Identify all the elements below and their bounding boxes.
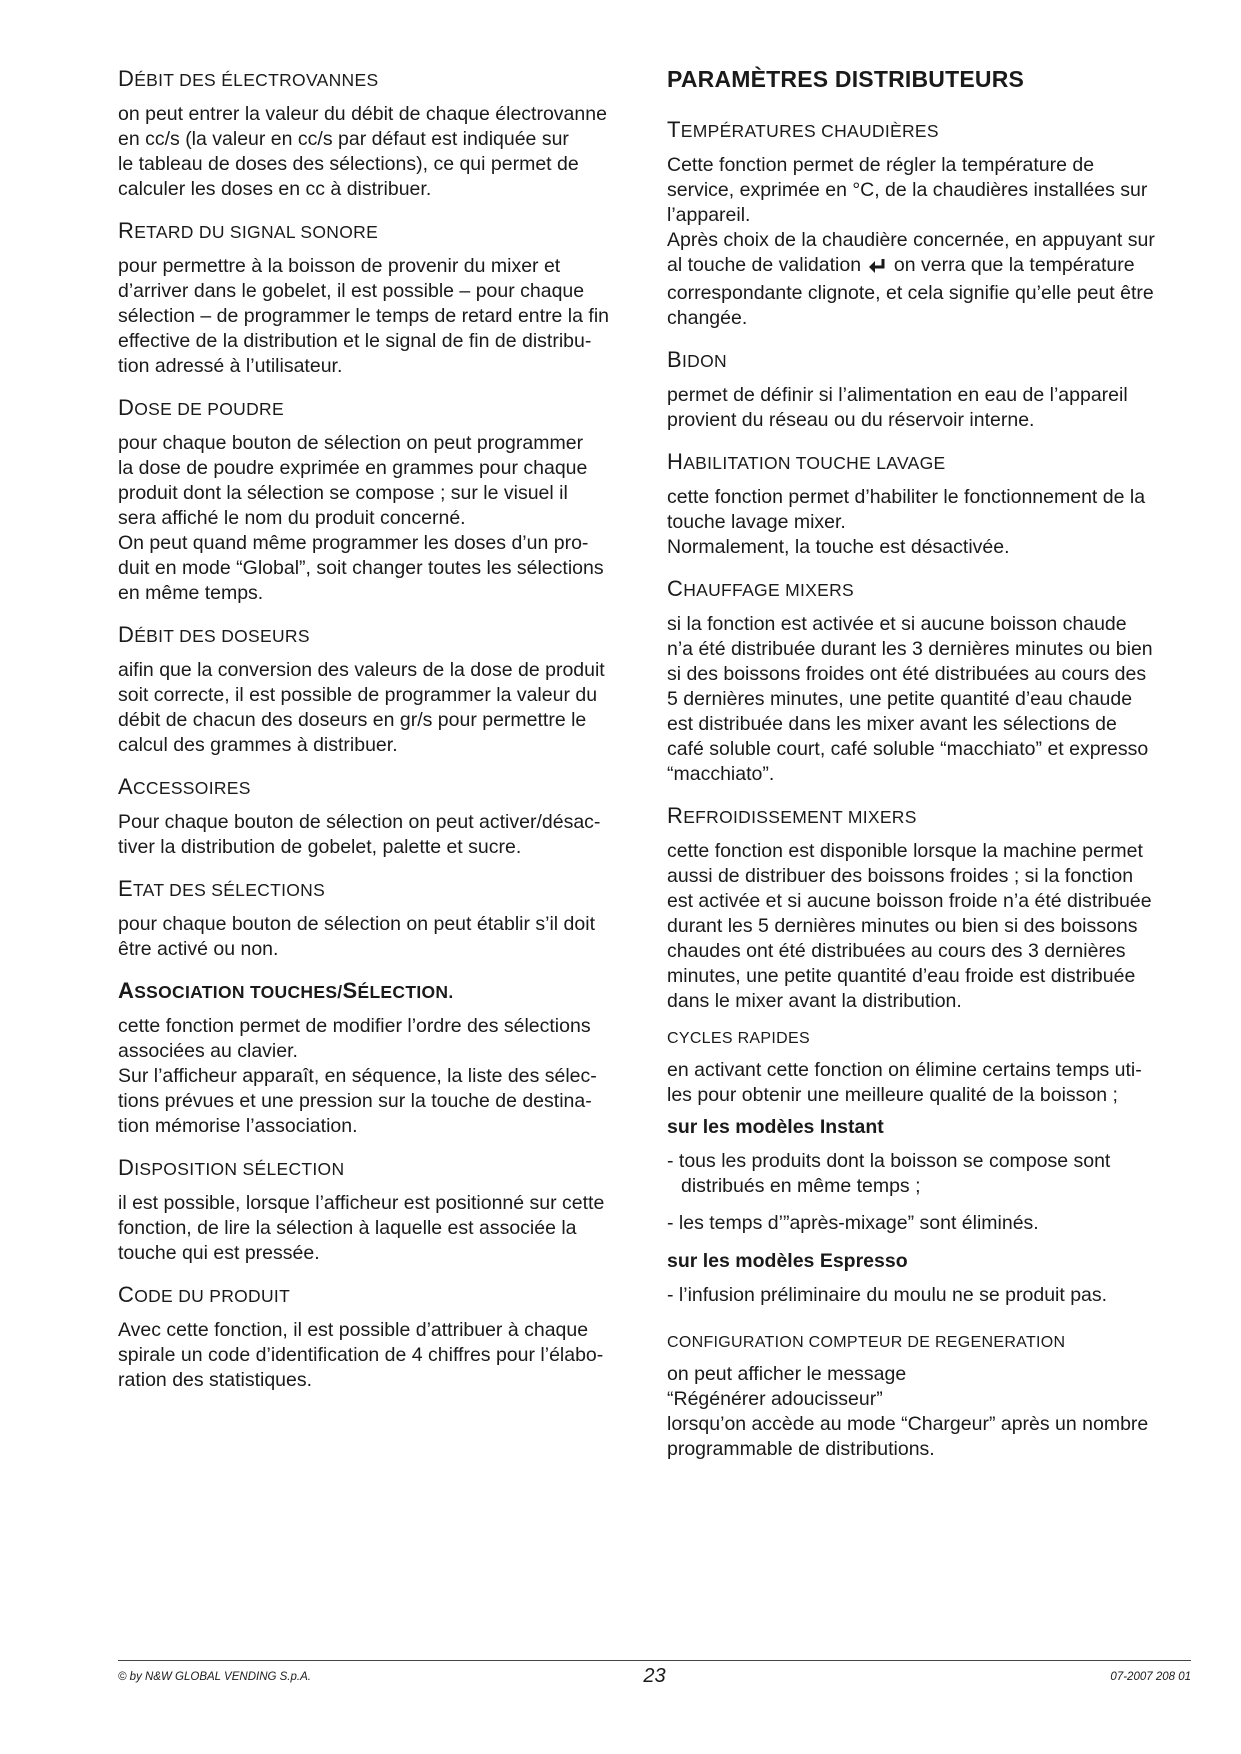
section-title-debit-doseurs: DÉBIT DES DOSEURS	[118, 622, 310, 647]
section-title-disposition-selection: DISPOSITION SÉLECTION	[118, 1155, 345, 1180]
section-body-refroidissement-mixers: cette fonction est disponible lorsque la machine permet aussi de distribuer des boissons froides ; si la fonction est activée et si aucune boisson froide n’a été distribuée durant les 5 dernières minutes ou bien si des boissons chaudes ont été distribuées au cours des 3 dernières minutes, une petite quantité d’eau froide est distribuée dans le mixer avant la distribution.	[667, 840, 1152, 1012]
section-body-bidon: permet de définir si l’alimentation en eau de l’appareil provient du réseau ou du réservoir interne.	[667, 384, 1128, 431]
section-title-etat-selections: ETAT DES SÉLECTIONS	[118, 876, 326, 901]
subtitle-espresso: sur les modèles Espresso	[667, 1250, 908, 1272]
section-title-retard-signal: RETARD DU SIGNAL SONORE	[118, 218, 379, 243]
section-body-accessoires: Pour chaque bouton de sélection on peut activer/désac- tiver la distribution de gobelet, palette et sucre.	[118, 811, 601, 858]
list-item: - tous les produits dont la boisson se compose sont distribués en même temps ;	[667, 1149, 1197, 1199]
section-title-temperatures: TEMPÉRATURES CHAUDIÈRES	[667, 117, 939, 142]
section-body-temperatures: Cette fonction permet de régler la température de service, exprimée en °C, de la chaudières installées sur l’appareil. Après choix de la chaudière concernée, en appuyant sur al touche de validation on verra que la température correspondante clignote, et cela signifie qu’elle peut être changée.	[667, 154, 1155, 329]
list-espresso	[667, 1283, 1197, 1308]
page-footer	[118, 1665, 1191, 1689]
enter-key-icon	[868, 256, 886, 281]
list-item: - les temps d’”après-mixage” sont éliminés.	[667, 1211, 1197, 1236]
section-title-debit-electrovannes: DÉBIT DES ÉLECTROVANNES	[118, 66, 379, 91]
footer-divider	[118, 1660, 1191, 1661]
page-number: 23	[643, 1665, 666, 1687]
section-body-configuration-compteur: on peut afficher le message “Régénérer adoucisseur” lorsqu’on accède au mode “Chargeur” après un nombre programmable de distributions.	[667, 1363, 1149, 1460]
section-title-dose-poudre: DOSE DE POUDRE	[118, 395, 284, 420]
section-title-chauffage-mixers: CHAUFFAGE MIXERS	[667, 576, 854, 601]
footer-copyright: © by N&W GLOBAL VENDING S.p.A.	[118, 1671, 311, 1683]
section-title-configuration-compteur: CONFIGURATION COMPTEUR DE REGENERATION	[667, 1334, 1066, 1351]
section-title-cycles-rapides: CYCLES RAPIDES	[667, 1030, 810, 1047]
section-body-disposition-selection: il est possible, lorsque l’afficheur est positionné sur cette fonction, de lire la sélection à laquelle est associée la touche qui est pressée.	[118, 1192, 605, 1264]
left-column	[118, 66, 638, 1409]
section-title-refroidissement-mixers: REFROIDISSEMENT MIXERS	[667, 803, 917, 828]
list-item: - l’infusion préliminaire du moulu ne se produit pas.	[667, 1283, 1197, 1308]
section-body-habilitation-lavage: cette fonction permet d’habiliter le fonctionnement de la touche lavage mixer. Normalement, la touche est désactivée.	[667, 486, 1146, 558]
footer-document-code: 07-2007 208 01	[1110, 1671, 1191, 1683]
section-body-cycles-rapides: en activant cette fonction on élimine certains temps uti- les pour obtenir une meilleure qualité de la boisson ;	[667, 1059, 1142, 1106]
list-instant	[667, 1149, 1197, 1236]
section-title-bidon: BIDON	[667, 347, 727, 372]
page-title: PARAMÈTRES DISTRIBUTEURS	[667, 66, 1025, 92]
section-body-dose-poudre: pour chaque bouton de sélection on peut programmer la dose de poudre exprimée en grammes pour chaque produit dont la sélection se compose ; sur le visuel il sera affiché le nom du produit concerné. On peut quand même programmer les doses d’un pro- duit en mode “Global”, soit changer toutes les sélections en même temps.	[118, 432, 604, 604]
section-body-debit-doseurs: aifin que la conversion des valeurs de la dose de produit soit correcte, il est possible de programmer la valeur du débit de chacun des doseurs en gr/s pour permettre le calcul des grammes à distribuer.	[118, 659, 605, 756]
section-body-etat-selections: pour chaque bouton de sélection on peut établir s’il doit être activé ou non.	[118, 913, 595, 960]
subtitle-instant: sur les modèles Instant	[667, 1116, 884, 1138]
right-column	[667, 66, 1197, 1478]
section-body-code-produit: Avec cette fonction, il est possible d’attribuer à chaque spirale un code d’identification de 4 chiffres pour l’élabo- ration des statistiques.	[118, 1319, 604, 1391]
section-body-debit-electrovannes: on peut entrer la valeur du débit de chaque électrovanne en cc/s (la valeur en cc/s par défaut est indiquée sur le tableau de doses des sélections), ce qui permet de calculer les doses en cc à distribuer.	[118, 103, 607, 200]
section-title-association-touches: ASSOCIATION TOUCHES/SÉLECTION.	[118, 978, 454, 1003]
section-title-habilitation-lavage: HABILITATION TOUCHE LAVAGE	[667, 449, 946, 474]
section-title-code-produit: CODE DU PRODUIT	[118, 1282, 291, 1307]
section-body-retard-signal: pour permettre à la boisson de provenir du mixer et d’arriver dans le gobelet, il est possible – pour chaque sélection – de programmer le temps de retard entre la fin effective de la distribution et le signal de fin de distribu- tion adressé à l’utilisateur.	[118, 255, 609, 377]
section-title-accessoires: ACCESSOIRES	[118, 774, 251, 799]
section-body-association-touches: cette fonction permet de modifier l’ordre des sélections associées au clavier. Sur l’afficheur apparaît, en séquence, la liste des sélec- tions prévues et une pression sur la touche de destina- tion mémorise l’association.	[118, 1015, 597, 1137]
section-body-chauffage-mixers: si la fonction est activée et si aucune boisson chaude n’a été distribuée durant les 3 dernières minutes ou bien si des boissons froides ont été distribuées au cours des 5 dernières minutes, une petite quantité d’eau chaude est distribuée dans les mixer avant les sélections de café soluble court, café soluble “macchiato” et expresso “macchiato”.	[667, 613, 1153, 785]
